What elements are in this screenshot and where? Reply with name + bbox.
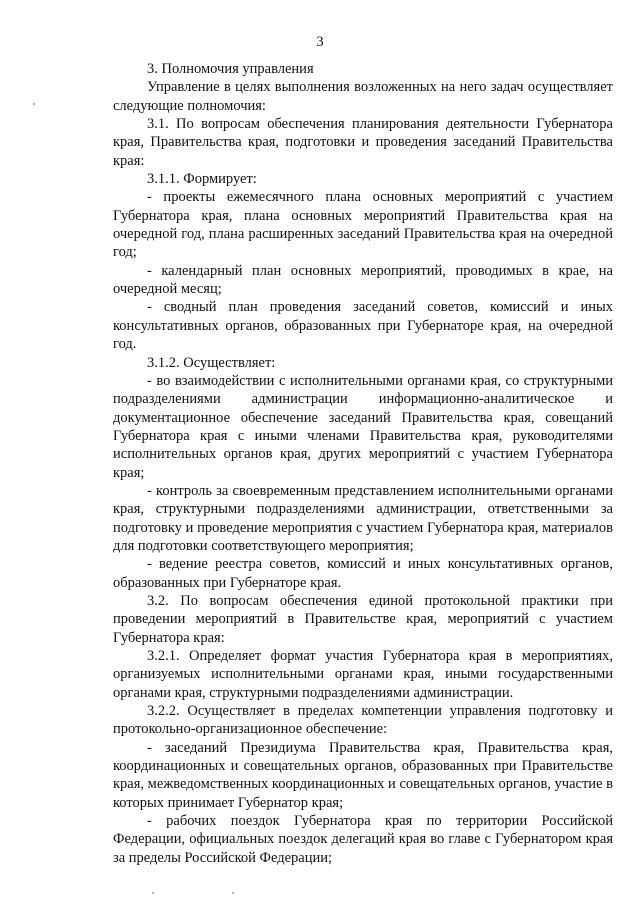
list-item: - во взаимодействии с исполнительными органами края, со структурными подразделениями администрации информационно-аналитическое и документационное обеспечение заседаний Правительства края, совещаний Губернатора края с иными членами Правительства края, руководителями исполнительных органов края, других мероприятий с участием Губернатора края; [113, 372, 613, 481]
subsection-heading: 3.1.1. Формирует: [147, 171, 257, 188]
page-number: 3 [316, 34, 324, 50]
list-item: - проекты ежемесячного плана основных мероприятий с участием Губернатора края, плана основных мероприятий Правительства края на очередной год, плана расширенных заседаний Правительства края на очередной год; [113, 189, 613, 261]
list-item: - сводный план проведения заседаний советов, комиссий и иных консультативных органов, образованных при Губернаторе края, на очередной год. [113, 299, 613, 353]
list-item: - заседаний Президиума Правительства края, Правительства края, координационных и совещательных органов, образованных при Правительстве края, межведомственных координационных и совещательных органов, участие в которых принимает Губернатор края; [113, 739, 613, 811]
scan-speck [33, 103, 35, 105]
paragraph: 3.2. По вопросам обеспечения единой протокольной практики при проведении мероприятий в Правительстве края, мероприятий с участием Губернатора края: [113, 592, 613, 646]
list-item: - ведение реестра советов, комиссий и иных консультативных органов, образованных при Губернаторе края. [113, 556, 613, 591]
list-item: - календарный план основных мероприятий, проводимых в крае, на очередной месяц; [113, 262, 613, 298]
paragraph: Управление в целях выполнения возложенных на него задач осуществляет следующие полномочия: [113, 79, 613, 114]
scan-speck [152, 892, 154, 894]
scan-speck [232, 892, 234, 894]
list-item: - рабочих поездок Губернатора края по территории Российской Федерации, официальных поездок делегаций края во главе с Губернатором края за пределы Российской Федерации; [113, 813, 613, 866]
paragraph: 3.2.2. Осуществляет в пределах компетенции управления подготовку и протокольно-организационное обеспечение: [113, 703, 613, 738]
paragraph: 3.1. По вопросам обеспечения планирования деятельности Губернатора края, Правительства края, подготовки и проведения заседаний Правительства края: [113, 116, 613, 169]
paragraph: 3.2.1. Определяет формат участия Губернатора края в мероприятиях, организуемых исполнительными органами края, иными государственными органами края, структурными подразделениями администрации. [113, 648, 613, 701]
subsection-heading: 3.1.2. Осуществляет: [147, 354, 276, 371]
document-body [113, 60, 613, 867]
list-item: - контроль за своевременным представлением исполнительными органами края, структурными подразделениями администрации, ответственными за подготовку и проведение мероприятия с участием Губернатора края, материалов для подготовки соответствующего мероприятия; [113, 482, 613, 554]
section-heading: 3. Полномочия управления [147, 61, 314, 77]
